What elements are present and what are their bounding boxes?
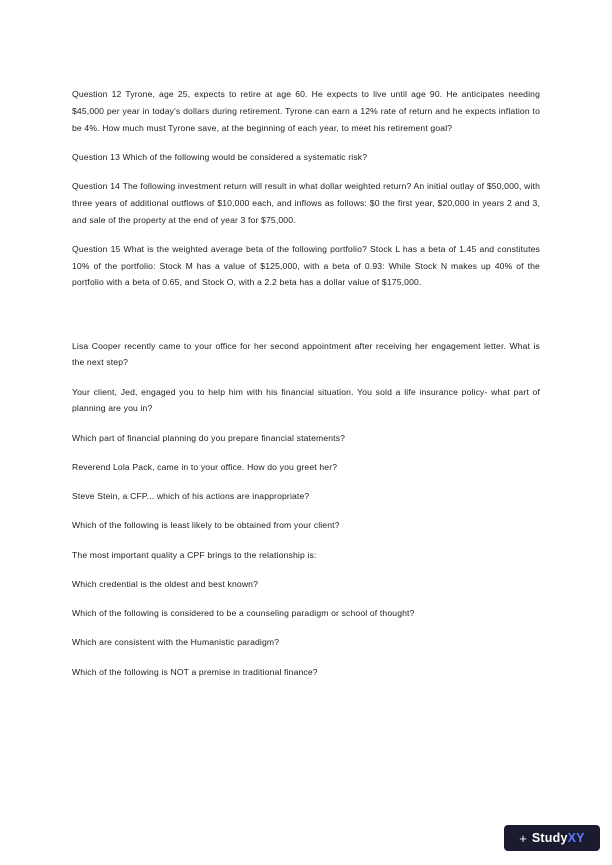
paragraph-traditional-finance-question: Which of the following is NOT a premise in traditional finance? (72, 666, 318, 677)
document-body (72, 86, 540, 680)
brand-primary-text: Study (531, 831, 568, 845)
paragraph-oldest-credential-question: Which credential is the oldest and best known? (72, 578, 259, 589)
paragraph-jed-client-question: Your client, Jed, engaged you to help him with his financial situation. You sold a life insurance policy- what part of planning are you in? (72, 386, 540, 414)
paragraph-question-13: Question 13 Which of the following would be considered a systematic risk? (72, 151, 368, 162)
paragraph-question-12: Question 12 Tyrone, age 25, expects to retire at age 60. He expects to live until age 90. He anticipates needing $45,000 per year in today's dollars during retirement. Tyrone can earn a 12% rate of return and he expects inflation to be 4%. How much must Tyrone save, at the beginning of each year, to meet his retirement goal? (72, 89, 540, 133)
paragraph-least-likely-obtained-question: Which of the following is least likely to be obtained from your client? (72, 520, 340, 531)
paragraph-counseling-paradigm-question: Which of the following is considered to be a counseling paradigm or school of thought? (72, 608, 415, 618)
paragraph-question-15: Question 15 What is the weighted average beta of the following portfolio? Stock L has a beta of 1.45 and constitutes 10% of the portfolio: Stock M has a value of $125,000, with a beta of 0.93: While Stock N makes up 40% of the portfolio with a beta of 0.65, and Stock O, with a 2.2 beta has a dollar value of $175,000. (72, 243, 540, 288)
paragraph-cpf-quality-question: The most important quality a CPF brings to the relationship is: (72, 549, 317, 560)
paragraph-steve-stein-question: Steve Stein, a CFP... which of his actions are inappropriate? (72, 491, 310, 501)
paragraph-reverend-lola-pack-question: Reverend Lola Pack, came in to your office. How do you greet her? (72, 461, 338, 472)
brand-accent-text: XY (567, 831, 585, 845)
studyxy-watermark[interactable] (504, 825, 600, 851)
paragraph-lisa-cooper-question: Lisa Cooper recently came to your office for her second appointment after receiving her engagement letter. What is the next step? (72, 340, 540, 368)
paragraph-question-14: Question 14 The following investment return will result in what dollar weighted return? An initial outlay of $50,000, with three years of additional outflows of $10,000 each, and inflows as follows: $0 the first year, $20,000 in years 2 and 3, and sale of the property at the end of year 3 for $75,000. (72, 181, 540, 225)
studyxy-brand-label (532, 831, 585, 845)
paragraph-financial-statements-question: Which part of financial planning do you prepare financial statements? (72, 432, 346, 443)
section-gap (72, 304, 540, 338)
plus-icon: + (519, 830, 527, 846)
paragraph-humanistic-paradigm-question: Which are consistent with the Humanistic paradigm? (72, 637, 280, 648)
